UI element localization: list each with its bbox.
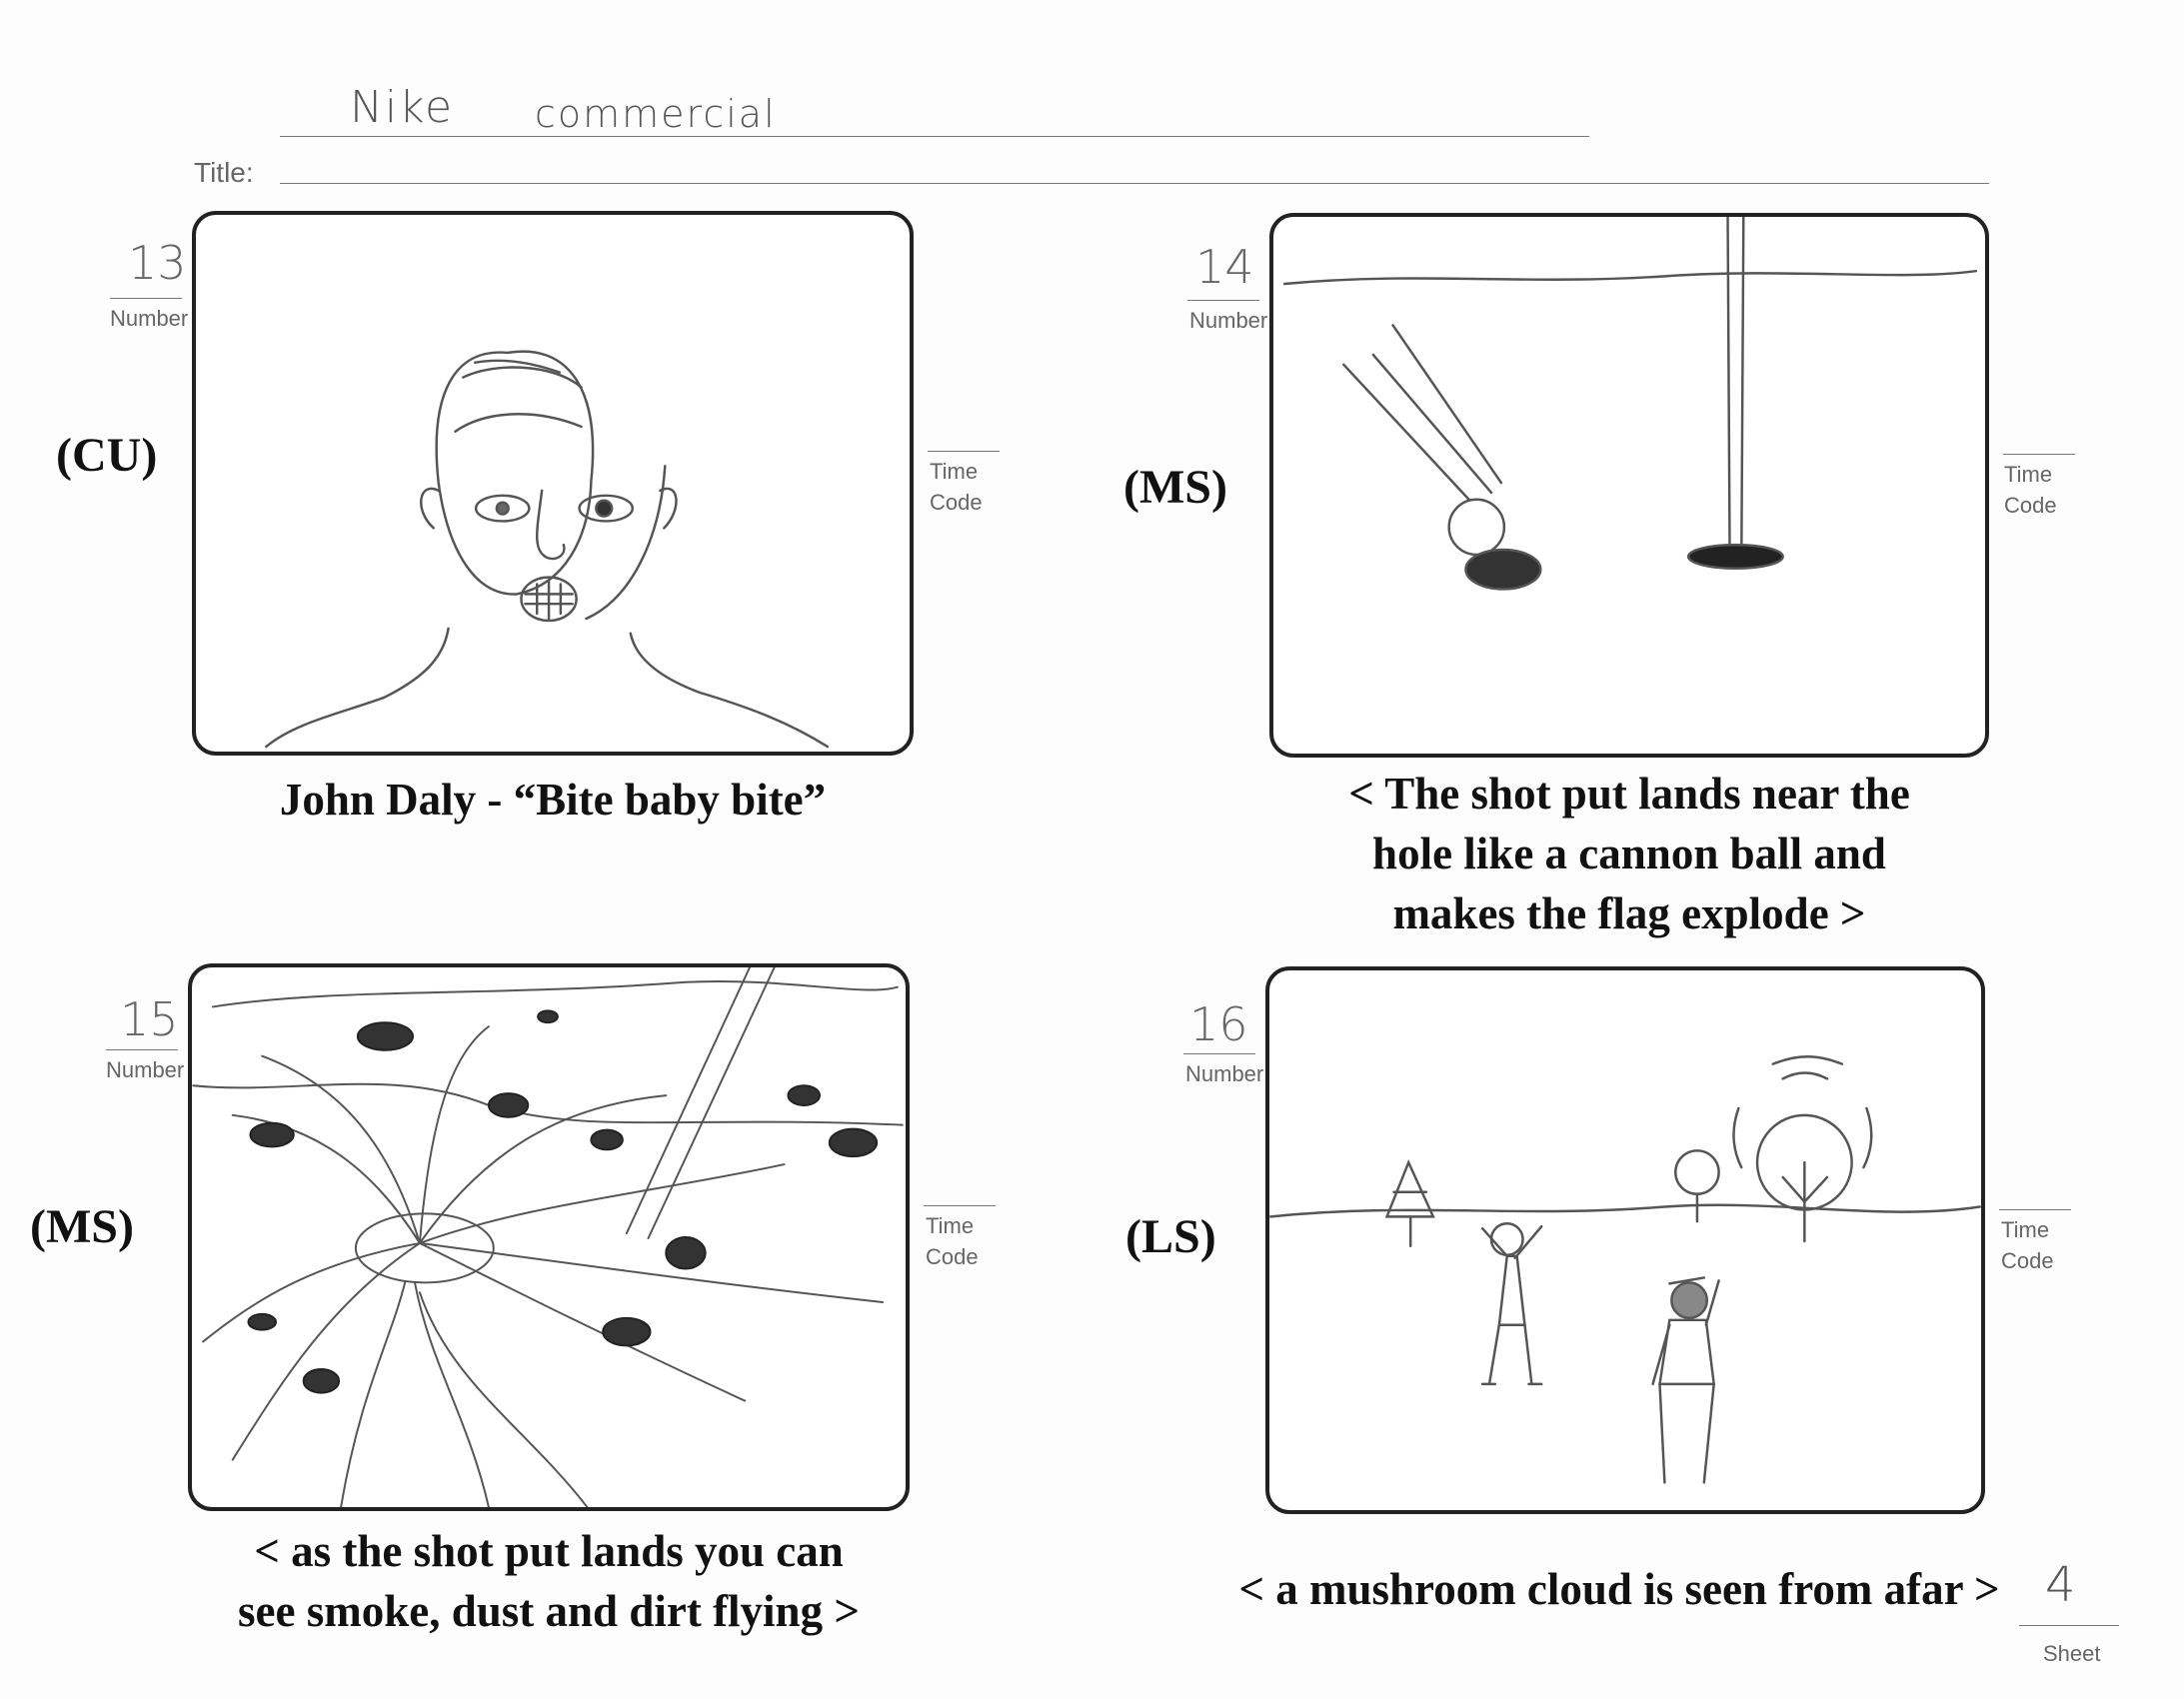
panel-15-number-label: Number [106, 1057, 185, 1082]
sheet-label: Sheet [2043, 1641, 2101, 1666]
panel-13-time-label: Time [930, 459, 979, 484]
panel-16-number-rule [1183, 1053, 1255, 1054]
title-handwriting-line [280, 136, 1589, 137]
panel-13-timecode-label [930, 456, 983, 518]
panel-16-timecode-label [2001, 1214, 2054, 1276]
panel-13-sketch-golfer-face [196, 215, 910, 752]
panel-16-sketch-golfers-watching [1269, 970, 1981, 1510]
panel-14-number: 14 [1195, 240, 1254, 294]
panel-14-frame [1269, 213, 1989, 758]
panel-16-time-label: Time [2001, 1217, 2050, 1242]
panel-13-frame [192, 211, 914, 756]
panel-14-timecode-rule [2003, 454, 2075, 455]
panel-15-time-label: Time [926, 1213, 975, 1238]
panel-15-caption-line-2: see smoke, dust and dirt flying > [238, 1586, 860, 1636]
panel-13-shot-type: (CU) [56, 429, 158, 482]
title-label: Title: [194, 157, 254, 188]
handwritten-title-word2: commercial [535, 92, 777, 136]
panel-15-timecode-label [926, 1210, 979, 1272]
panel-15-shot-type: (MS) [30, 1200, 134, 1253]
panel-15-number: 15 [120, 992, 179, 1046]
panel-15-code-label: Code [926, 1244, 979, 1269]
panel-16-timecode-rule [1999, 1209, 2071, 1210]
panel-14-caption-line-2: hole like a cannon ball and [1372, 829, 1886, 878]
panel-16-shot-type: (LS) [1125, 1210, 1216, 1263]
panel-16-number: 16 [1189, 997, 1248, 1051]
handwritten-title-word1: Nike [350, 82, 455, 133]
panel-13-code-label: Code [930, 490, 983, 515]
panel-14-time-label: Time [2004, 462, 2053, 487]
panel-16-frame [1265, 966, 1985, 1514]
panel-14-number-rule [1187, 300, 1259, 301]
panel-14-caption-line-3: makes the flag explode > [1392, 888, 1866, 938]
panel-15-caption-line-1: < as the shot put lands you can [254, 1526, 844, 1576]
panel-16-number-label: Number [1185, 1061, 1264, 1086]
panel-13-number-rule [110, 298, 182, 299]
panel-16-code-label: Code [2001, 1248, 2054, 1273]
panel-15-caption [188, 1521, 910, 1641]
sheet-number-rule [2019, 1625, 2119, 1626]
panel-13-number-label: Number [110, 306, 189, 331]
panel-16-caption [1179, 1559, 2059, 1619]
panel-14-shot-type: (MS) [1123, 461, 1227, 514]
panel-15-sketch-explosion [192, 967, 906, 1507]
panel-13-timecode-rule [928, 451, 1000, 452]
panel-14-timecode-label [2004, 459, 2057, 521]
panel-14-caption-line-1: < The shot put lands near the [1348, 769, 1910, 819]
panel-13-caption-line: John Daly - “Bite baby bite” [279, 775, 827, 825]
panel-14-caption [1269, 764, 1989, 943]
panel-14-number-label: Number [1189, 308, 1268, 333]
panel-13-number: 13 [128, 236, 187, 290]
panel-16-caption-line: < a mushroom cloud is seen from afar > [1238, 1564, 2000, 1614]
panel-15-timecode-rule [924, 1205, 996, 1206]
title-line [280, 183, 1989, 184]
panel-13-caption [192, 770, 914, 830]
panel-14-sketch-shot-put-hole [1273, 217, 1985, 754]
panel-15-frame [188, 963, 910, 1511]
sheet-number: 4 [2045, 1557, 2078, 1613]
panel-14-code-label: Code [2004, 493, 2057, 518]
panel-15-number-rule [106, 1049, 178, 1050]
